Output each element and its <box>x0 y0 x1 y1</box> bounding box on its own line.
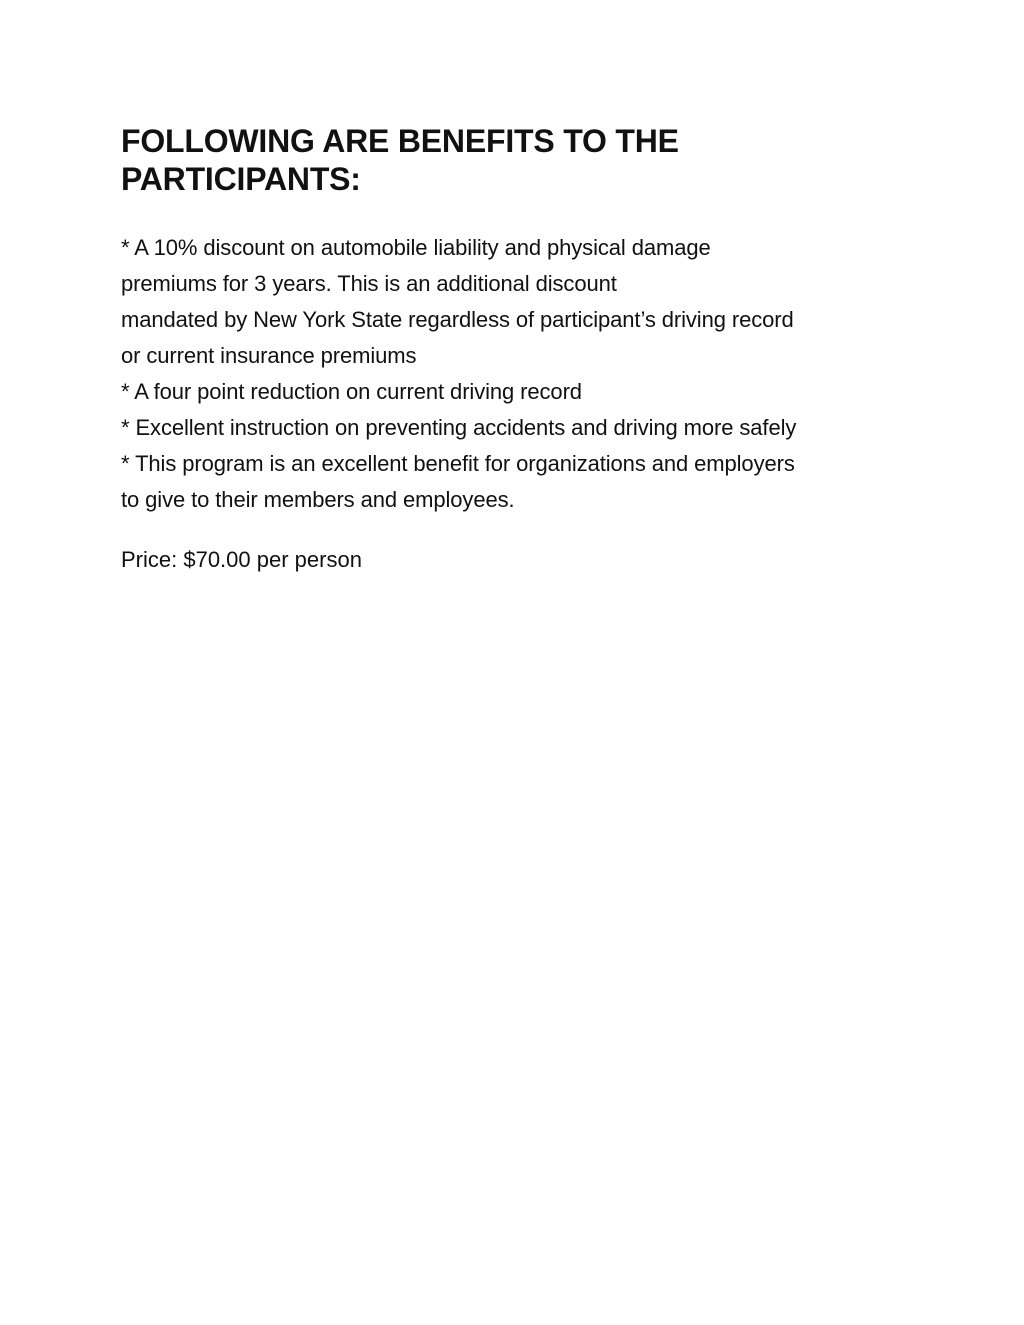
benefits-list <box>121 230 921 518</box>
page-title <box>121 122 921 198</box>
title-line-1: FOLLOWING ARE BENEFITS TO THE <box>121 123 679 159</box>
benefit-line: mandated by New York State regardless of participant’s driving record <box>121 307 794 332</box>
document-page <box>121 122 921 578</box>
benefit-line: to give to their members and employees. <box>121 487 515 512</box>
benefit-line: premiums for 3 years. This is an additional discount <box>121 271 617 296</box>
benefit-line: * A four point reduction on current driving record <box>121 379 582 404</box>
title-line-2: PARTICIPANTS: <box>121 161 361 197</box>
benefit-line: * This program is an excellent benefit for organizations and employers <box>121 451 795 476</box>
benefit-line: or current insurance premiums <box>121 343 417 368</box>
benefit-line: * A 10% discount on automobile liability and physical damage <box>121 235 711 260</box>
benefit-line: * Excellent instruction on preventing accidents and driving more safely <box>121 415 797 440</box>
price-text: Price: $70.00 per person <box>121 547 362 572</box>
